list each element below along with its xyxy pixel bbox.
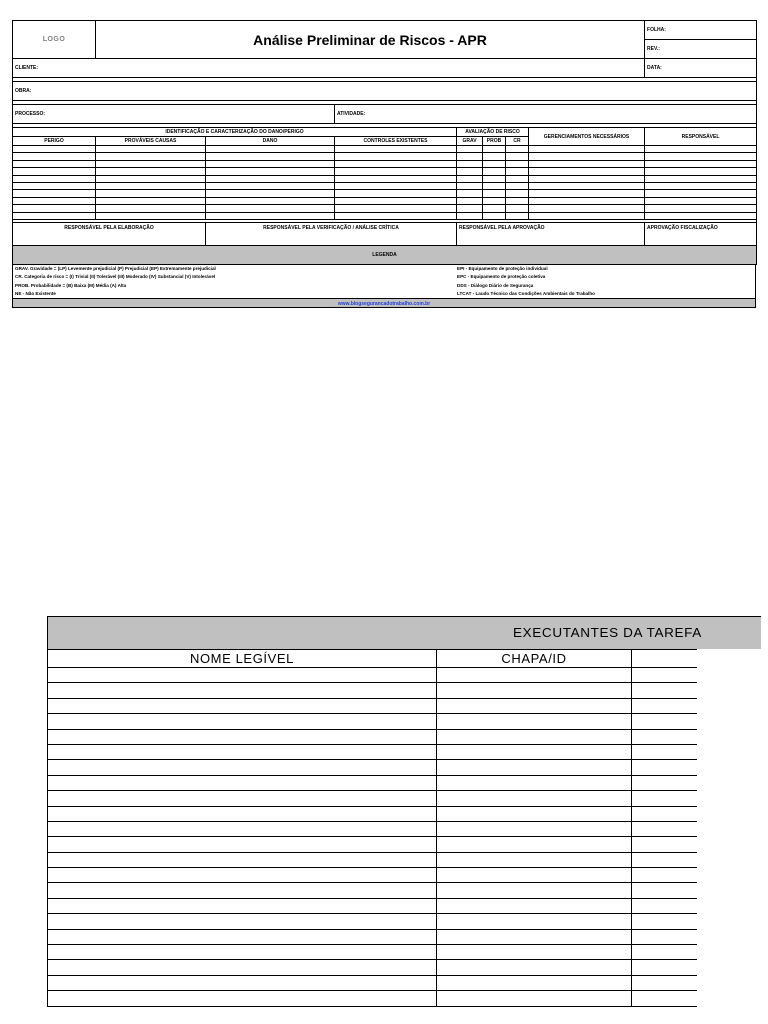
table-cell[interactable]: [13, 146, 96, 153]
table-cell[interactable]: [457, 205, 483, 212]
table-cell[interactable]: [483, 153, 506, 160]
table-cell[interactable]: [335, 168, 457, 175]
table-cell[interactable]: [529, 153, 645, 160]
table-cell[interactable]: [335, 175, 457, 182]
table-cell[interactable]: [457, 182, 483, 189]
table-cell[interactable]: [206, 182, 335, 189]
nome-cell[interactable]: [48, 868, 437, 883]
executantes-table-body: [48, 650, 697, 1007]
chapa-cell[interactable]: [437, 775, 632, 790]
table-cell[interactable]: [206, 153, 335, 160]
table-row: [48, 852, 697, 867]
extra-cell[interactable]: [632, 760, 697, 775]
chapa-cell[interactable]: [437, 683, 632, 698]
table-cell[interactable]: [96, 182, 206, 189]
table-row: [13, 146, 757, 153]
chapa-cell[interactable]: [437, 975, 632, 990]
data-field[interactable]: DATA:: [645, 59, 757, 78]
col-prob: PROB: [483, 137, 506, 146]
nome-cell[interactable]: [48, 852, 437, 867]
chapa-cell[interactable]: [437, 883, 632, 898]
table-row: [48, 837, 697, 852]
nome-cell[interactable]: [48, 806, 437, 821]
extra-cell[interactable]: [632, 668, 697, 683]
nome-cell[interactable]: [48, 760, 437, 775]
table-cell[interactable]: [483, 168, 506, 175]
nome-cell[interactable]: [48, 898, 437, 913]
table-row: [48, 821, 697, 836]
resp-aprovacao-field[interactable]: RESPONSÁVEL PELA APROVAÇÃO: [457, 222, 645, 245]
table-cell[interactable]: [529, 190, 645, 197]
table-cell[interactable]: [457, 175, 483, 182]
resp-verificacao-field[interactable]: RESPONSÁVEL PELA VERIFICAÇÃO / ANÁLISE CRÍTICA: [206, 222, 457, 245]
table-cell[interactable]: [206, 190, 335, 197]
table-row: [13, 153, 757, 160]
chapa-cell[interactable]: [437, 806, 632, 821]
table-cell[interactable]: [529, 212, 645, 219]
table-row: [13, 212, 757, 219]
nome-cell[interactable]: [48, 883, 437, 898]
nome-cell[interactable]: [48, 929, 437, 944]
extra-cell[interactable]: [632, 945, 697, 960]
table-cell[interactable]: [483, 197, 506, 204]
table-row: [48, 806, 697, 821]
table-cell[interactable]: [506, 175, 529, 182]
extra-cell[interactable]: [632, 821, 697, 836]
table-cell[interactable]: [483, 190, 506, 197]
chapa-cell[interactable]: [437, 945, 632, 960]
table-cell[interactable]: [529, 175, 645, 182]
table-cell[interactable]: [483, 212, 506, 219]
table-cell[interactable]: [13, 175, 96, 182]
table-row: [48, 914, 697, 929]
table-cell[interactable]: [506, 212, 529, 219]
nome-cell[interactable]: [48, 914, 437, 929]
table-cell[interactable]: [96, 190, 206, 197]
rev-field[interactable]: REV.:: [645, 40, 757, 59]
table-row: [13, 160, 757, 167]
chapa-cell[interactable]: [437, 668, 632, 683]
chapa-cell[interactable]: [437, 821, 632, 836]
table-row: [48, 975, 697, 990]
chapa-cell[interactable]: [437, 791, 632, 806]
legend-left-list: [15, 265, 216, 299]
table-cell[interactable]: [206, 212, 335, 219]
nome-cell[interactable]: [48, 698, 437, 713]
table-cell[interactable]: [506, 197, 529, 204]
chapa-cell[interactable]: [437, 868, 632, 883]
table-row: [48, 960, 697, 975]
extra-cell[interactable]: [632, 975, 697, 990]
nome-cell[interactable]: [48, 960, 437, 975]
table-cell[interactable]: [206, 197, 335, 204]
page-title: Análise Preliminar de Riscos - APR: [96, 21, 645, 59]
legenda-header: LEGENDA: [13, 245, 757, 264]
table-cell[interactable]: [13, 197, 96, 204]
nome-cell[interactable]: [48, 837, 437, 852]
legend-ltcat: LTCAT - Laudo Técnico das Condições Ambientais do Trabalho: [457, 291, 595, 297]
chapa-cell[interactable]: [437, 698, 632, 713]
cliente-field[interactable]: CLIENTE:: [13, 59, 645, 78]
executantes-title: EXECUTANTES DA TAREFA: [513, 625, 702, 640]
nome-cell[interactable]: [48, 821, 437, 836]
nome-cell[interactable]: [48, 744, 437, 759]
table-cell[interactable]: [506, 182, 529, 189]
table-cell[interactable]: [645, 168, 757, 175]
extra-cell[interactable]: [632, 991, 697, 1006]
extra-cell[interactable]: [632, 775, 697, 790]
website-link[interactable]: www.blogsegurancadotrabalho.com.br: [12, 298, 756, 308]
table-cell[interactable]: [457, 168, 483, 175]
legend-cr: CR. Categoria de risco = (I) Trivial (II) Tolerável (III) Moderado (IV) Substancial (V) Intolerável: [15, 274, 216, 280]
table-cell[interactable]: [457, 212, 483, 219]
table-cell[interactable]: [483, 160, 506, 167]
nome-cell[interactable]: [48, 775, 437, 790]
nome-cell[interactable]: [48, 668, 437, 683]
apr-header-table: [12, 20, 757, 265]
table-cell[interactable]: [335, 160, 457, 167]
table-cell[interactable]: [645, 205, 757, 212]
table-row: [48, 898, 697, 913]
table-cell[interactable]: [96, 205, 206, 212]
extra-cell[interactable]: [632, 929, 697, 944]
chapa-cell[interactable]: [437, 714, 632, 729]
table-row: [48, 729, 697, 744]
col-perigo: PERIGO: [13, 137, 96, 146]
table-cell[interactable]: [335, 212, 457, 219]
table-cell[interactable]: [335, 205, 457, 212]
legend-ne: NE - Não Existente: [15, 291, 56, 297]
table-row: [48, 775, 697, 790]
extra-cell[interactable]: [632, 806, 697, 821]
table-cell[interactable]: [335, 146, 457, 153]
table-cell[interactable]: [529, 160, 645, 167]
table-row: [48, 945, 697, 960]
table-cell[interactable]: [335, 197, 457, 204]
col-cr: CR: [506, 137, 529, 146]
col-nome-legivel: NOME LEGÍVEL: [48, 650, 437, 668]
executantes-header: [47, 616, 761, 649]
chapa-cell[interactable]: [437, 914, 632, 929]
col-extra: [632, 650, 697, 668]
table-cell[interactable]: [506, 190, 529, 197]
nome-cell[interactable]: [48, 991, 437, 1006]
table-row: [48, 744, 697, 759]
col-gerenciamentos: GERENCIAMENTOS NECESSÁRIOS: [529, 128, 645, 146]
extra-cell[interactable]: [632, 729, 697, 744]
extra-cell[interactable]: [632, 714, 697, 729]
table-cell[interactable]: [335, 190, 457, 197]
col-chapa-id: CHAPA/ID: [437, 650, 632, 668]
table-cell[interactable]: [645, 146, 757, 153]
nome-cell[interactable]: [48, 683, 437, 698]
table-cell[interactable]: [457, 197, 483, 204]
table-row: [48, 883, 697, 898]
table-cell[interactable]: [335, 182, 457, 189]
table-row: [13, 205, 757, 212]
chapa-cell[interactable]: [437, 744, 632, 759]
legend-epc: EPC - Equipamento de proteção coletiva: [457, 274, 546, 280]
table-cell[interactable]: [96, 197, 206, 204]
legend-prob: PROB. Probabilidade = (B) Baixa (M) Média (A) Alta: [15, 282, 127, 288]
table-cell[interactable]: [529, 197, 645, 204]
table-cell[interactable]: [529, 168, 645, 175]
legend-epi: EPI - Equipamento de proteção individual: [457, 265, 548, 271]
col-responsavel: RESPONSÁVEL: [645, 128, 757, 146]
table-cell[interactable]: [96, 160, 206, 167]
chapa-cell[interactable]: [437, 729, 632, 744]
extra-cell[interactable]: [632, 883, 697, 898]
table-row: [13, 197, 757, 204]
executantes-table: [47, 649, 697, 1007]
table-row: [48, 714, 697, 729]
table-cell[interactable]: [645, 197, 757, 204]
extra-cell[interactable]: [632, 852, 697, 867]
extra-cell[interactable]: [632, 914, 697, 929]
table-cell[interactable]: [13, 168, 96, 175]
section-avaliacao: AVALIAÇÃO DE RISCO: [457, 128, 529, 137]
table-cell[interactable]: [506, 153, 529, 160]
chapa-cell[interactable]: [437, 898, 632, 913]
table-cell[interactable]: [506, 168, 529, 175]
extra-cell[interactable]: [632, 837, 697, 852]
chapa-cell[interactable]: [437, 991, 632, 1006]
col-provaveis-causas: PROVÁVEIS CAUSAS: [96, 137, 206, 146]
table-cell[interactable]: [506, 146, 529, 153]
table-cell[interactable]: [206, 146, 335, 153]
chapa-cell[interactable]: [437, 852, 632, 867]
table-cell[interactable]: [96, 212, 206, 219]
table-row: [13, 175, 757, 182]
table-cell[interactable]: [13, 160, 96, 167]
folha-field[interactable]: FOLHA:: [645, 21, 757, 40]
table-cell[interactable]: [96, 175, 206, 182]
table-row: [48, 791, 697, 806]
resp-elaboracao-field[interactable]: RESPONSÁVEL PELA ELABORAÇÃO: [13, 222, 206, 245]
legend-grav: GRAV. Gravidade = (LP) Levemente prejudicial (P) Prejudicial (EP) Extremamente prejudicial: [15, 265, 216, 271]
table-row: [48, 668, 697, 683]
table-cell[interactable]: [206, 168, 335, 175]
table-cell[interactable]: [13, 190, 96, 197]
extra-cell[interactable]: [632, 868, 697, 883]
table-cell[interactable]: [457, 190, 483, 197]
extra-cell[interactable]: [632, 791, 697, 806]
risk-table-body: [13, 146, 757, 220]
extra-cell[interactable]: [632, 698, 697, 713]
col-grav: GRAV: [457, 137, 483, 146]
table-cell[interactable]: [13, 212, 96, 219]
table-cell[interactable]: [483, 146, 506, 153]
extra-cell[interactable]: [632, 744, 697, 759]
table-cell[interactable]: [645, 190, 757, 197]
section-identificacao: IDENTIFICAÇÃO E CARACTERIZAÇÃO DO DANO/PERIGO: [13, 128, 457, 137]
table-row: [48, 868, 697, 883]
legend-notes: [12, 265, 756, 298]
chapa-cell[interactable]: [437, 837, 632, 852]
table-cell[interactable]: [645, 182, 757, 189]
obra-field[interactable]: OBRA:: [13, 82, 757, 101]
aprovacao-fiscalizacao-field[interactable]: APROVAÇÃO FISCALIZAÇÃO: [645, 222, 757, 245]
extra-cell[interactable]: [632, 898, 697, 913]
apr-form: [12, 20, 756, 308]
nome-cell[interactable]: [48, 975, 437, 990]
table-cell[interactable]: [206, 205, 335, 212]
table-cell[interactable]: [506, 205, 529, 212]
atividade-field[interactable]: ATIVIDADE:: [335, 105, 757, 124]
nome-cell[interactable]: [48, 714, 437, 729]
table-row: [13, 190, 757, 197]
col-dano: DANO: [206, 137, 335, 146]
table-row: [48, 683, 697, 698]
table-cell[interactable]: [529, 205, 645, 212]
table-cell[interactable]: [529, 146, 645, 153]
table-cell[interactable]: [645, 212, 757, 219]
table-cell[interactable]: [483, 175, 506, 182]
table-cell[interactable]: [206, 175, 335, 182]
nome-cell[interactable]: [48, 729, 437, 744]
nome-cell[interactable]: [48, 791, 437, 806]
table-cell[interactable]: [483, 182, 506, 189]
table-row: [48, 991, 697, 1006]
table-cell[interactable]: [96, 153, 206, 160]
table-cell[interactable]: [506, 160, 529, 167]
executantes-header-row: [48, 650, 697, 668]
table-row: [48, 760, 697, 775]
table-cell[interactable]: [335, 153, 457, 160]
legend-right-list: [457, 265, 595, 299]
legend-dds: DDS - Diálogo Diário de Segurança: [457, 282, 534, 288]
logo: LOGO: [13, 21, 96, 59]
table-cell[interactable]: [96, 146, 206, 153]
table-cell[interactable]: [13, 182, 96, 189]
table-cell[interactable]: [645, 160, 757, 167]
extra-cell[interactable]: [632, 960, 697, 975]
table-cell[interactable]: [457, 146, 483, 153]
table-cell[interactable]: [13, 153, 96, 160]
extra-cell[interactable]: [632, 683, 697, 698]
table-cell[interactable]: [457, 153, 483, 160]
table-cell[interactable]: [645, 175, 757, 182]
chapa-cell[interactable]: [437, 960, 632, 975]
col-controles: CONTROLES EXISTENTES: [335, 137, 457, 146]
table-cell[interactable]: [483, 205, 506, 212]
table-row: [48, 929, 697, 944]
table-row: [13, 182, 757, 189]
table-cell[interactable]: [13, 205, 96, 212]
table-cell[interactable]: [96, 168, 206, 175]
chapa-cell[interactable]: [437, 760, 632, 775]
table-cell[interactable]: [529, 182, 645, 189]
table-row: [48, 698, 697, 713]
table-cell[interactable]: [457, 160, 483, 167]
table-cell[interactable]: [645, 153, 757, 160]
processo-field[interactable]: PROCESSO:: [13, 105, 335, 124]
chapa-cell[interactable]: [437, 929, 632, 944]
nome-cell[interactable]: [48, 945, 437, 960]
table-cell[interactable]: [206, 160, 335, 167]
table-row: [13, 168, 757, 175]
